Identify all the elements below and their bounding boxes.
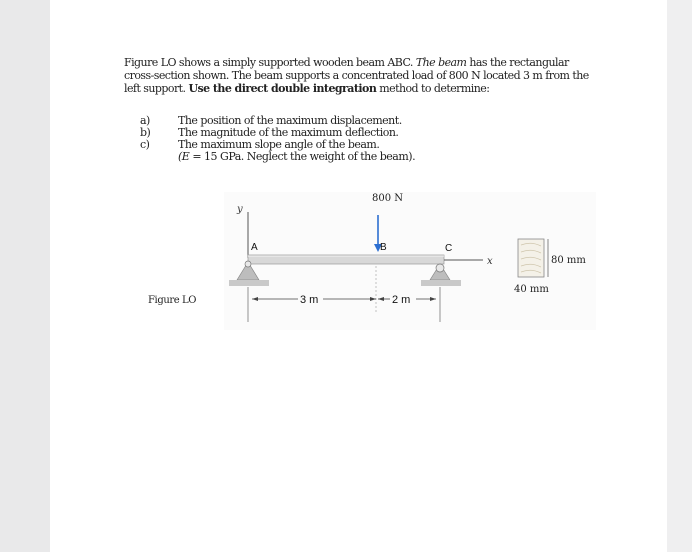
width-label: 40 mm [514,284,549,295]
item-label: b) [140,126,151,139]
item-text: The magnitude of the maximum deflection. [178,126,399,139]
item-text: The position of the maximum displacement. [178,114,402,127]
statement-bold: Use the direct double integration [188,82,377,95]
span-ab-label: 3 m [300,294,319,306]
figure-caption: Figure LO [148,295,197,306]
modulus-symbol: (E [178,150,190,163]
item-label: c) [140,138,150,151]
statement-text-2: has the rectangular cross-section shown. The beam supports a concentrated load of 800 N located 3 m from the left support. [124,56,589,95]
span-bc-label: 2 m [392,294,411,306]
y-axis-label: y [237,204,243,215]
modulus-text: = 15 GPa. Neglect the weight of the beam). [189,150,416,163]
statement-text-1: Figure LO shows a simply supported wooden beam ABC. [124,56,416,69]
item-label: a) [140,114,150,127]
ground-right [421,280,461,286]
load-label: 800 N [372,193,404,204]
height-label: 80 mm [551,255,586,266]
label-b: B [380,242,387,253]
statement-text-3: method to determine: [376,82,490,95]
roller [436,264,444,272]
label-a: A [251,242,258,253]
label-c: C [445,243,453,254]
x-axis-label: x [487,256,493,267]
pin [245,261,251,267]
ground-left [229,280,269,286]
item-text: The maximum slope angle of the beam. [178,138,380,151]
statement-italic: The beam [415,56,467,69]
